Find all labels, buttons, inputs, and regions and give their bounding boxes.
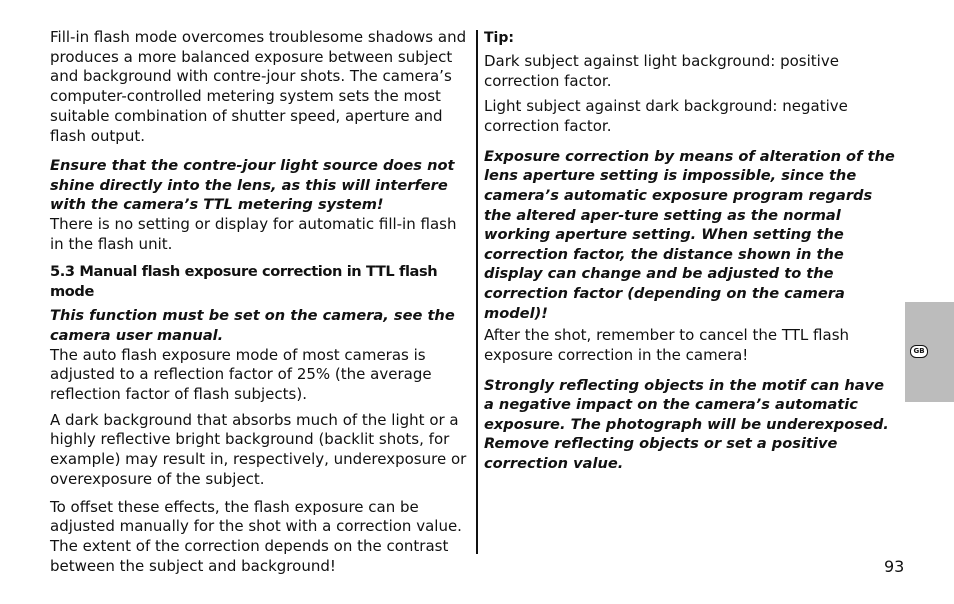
section-heading: 5.3 Manual flash exposure correction in TTL flash mode: [50, 263, 438, 301]
cancel-correction-paragraph: After the shot, remember to cancel the TTL flash exposure correction in the camera!: [484, 326, 850, 364]
left-column: [50, 28, 472, 576]
reflecting-objects-warning: Strongly reflecting objects in the motif can have a negative impact on the camera’s automatic exposure. The photograph will be underexposed. Remove reflecting objects or set a positive correction value.: [484, 376, 889, 472]
tip-light-subject: Light subject against dark background: negative correction factor.: [484, 97, 848, 136]
intro-paragraph: Fill-in flash mode overcomes troublesome shadows and produces a more balanced exposure between subject and background with contre-jour shots. The camera’s computer-controlled metering system sets the most suitable combination of shutter speed, aperture and flash output.: [50, 28, 467, 145]
reflection-factor-paragraph: The auto flash exposure mode of most cameras is adjusted to a reflection factor of 25% (the average reflection factor of flash subjects).: [50, 345, 432, 403]
language-badge: GB: [910, 345, 928, 358]
aperture-warning: Exposure correction by means of alteration of the lens aperture setting is impossible, since the camera’s automatic exposure program regards the altered aper-ture setting as the normal working aperture setting. When setting the correction factor, the distance shown in the display can change and be adjusted to the correction factor (depending on the camera model)!: [484, 147, 895, 322]
dark-background-paragraph: A dark background that absorbs much of the light or a highly reflective bright background (backlit shots, for example) may result in, respectively, underexposure or overexposure of the subject.: [50, 410, 467, 488]
no-setting-paragraph: There is no setting or display for automatic fill-in flash in the flash unit.: [50, 215, 457, 253]
tip-dark-subject: Dark subject against light background: positive correction factor.: [484, 52, 839, 90]
contre-jour-warning: Ensure that the contre-jour light source does not shine directly into the lens, as this will interfere with the camera’s TTL metering system!: [50, 157, 455, 214]
tip-label: Tip:: [484, 30, 514, 46]
page-number: 93: [884, 557, 905, 576]
right-column: [484, 28, 896, 474]
camera-setting-note: This function must be set on the camera, see the camera user manual.: [50, 307, 455, 344]
column-divider: [476, 30, 478, 554]
offset-paragraph: To offset these effects, the flash exposure can be adjusted manually for the shot with a correction value. The extent of the correction depends on the contrast between the subject and background!: [50, 497, 462, 575]
